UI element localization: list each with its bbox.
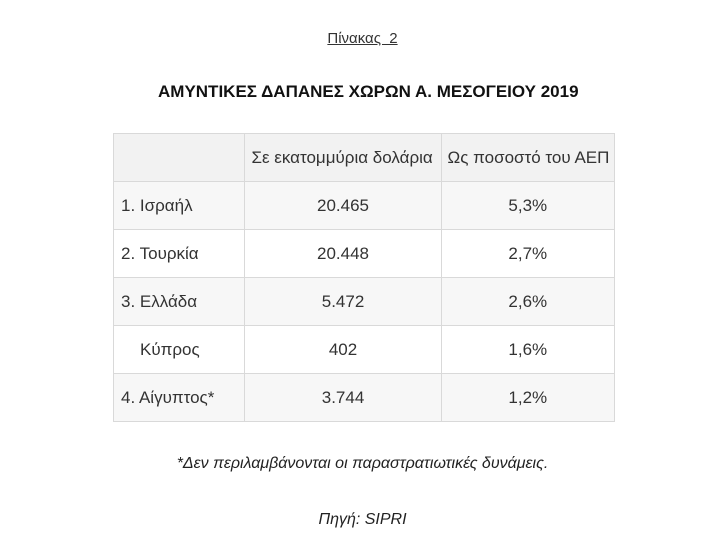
gdp-cell: 2,6%: [441, 278, 614, 326]
table-header-row: [114, 134, 615, 182]
header-gdp-percent: Ως ποσοστό του ΑΕΠ: [441, 134, 614, 182]
defense-spending-table: [113, 133, 615, 422]
country-cell: Κύπρος: [114, 326, 245, 374]
gdp-cell: 1,2%: [441, 374, 614, 422]
usd-cell: 20.448: [245, 230, 441, 278]
country-cell: 1. Ισραήλ: [114, 182, 245, 230]
source-note: Πηγή: SIPRI: [318, 511, 407, 528]
gdp-cell: 5,3%: [441, 182, 614, 230]
header-usd-millions: Σε εκατομμύρια δολάρια: [245, 134, 441, 182]
table-row: [114, 278, 615, 326]
table-caption: [0, 30, 725, 47]
usd-cell: 3.744: [245, 374, 441, 422]
footnote: *Δεν περιλαμβάνονται οι παραστρατιωτικές δυνάμεις.: [176, 455, 549, 472]
header-country: [114, 134, 245, 182]
table-title: ΑΜΥΝΤΙΚΕΣ ΔΑΠΑΝΕΣ ΧΩΡΩΝ Α. ΜΕΣΟΓΕΙΟΥ 2019: [158, 82, 579, 101]
table-caption-text: Πίνακας 2: [327, 30, 398, 47]
usd-cell: 5.472: [245, 278, 441, 326]
country-cell: 2. Τουρκία: [114, 230, 245, 278]
table-row: [114, 182, 615, 230]
gdp-cell: 1,6%: [441, 326, 614, 374]
country-cell: 3. Ελλάδα: [114, 278, 245, 326]
usd-cell: 20.465: [245, 182, 441, 230]
country-cell: 4. Αίγυπτος*: [114, 374, 245, 422]
table-row: [114, 326, 615, 374]
gdp-cell: 2,7%: [441, 230, 614, 278]
table-row: [114, 374, 615, 422]
table-row: [114, 230, 615, 278]
usd-cell: 402: [245, 326, 441, 374]
